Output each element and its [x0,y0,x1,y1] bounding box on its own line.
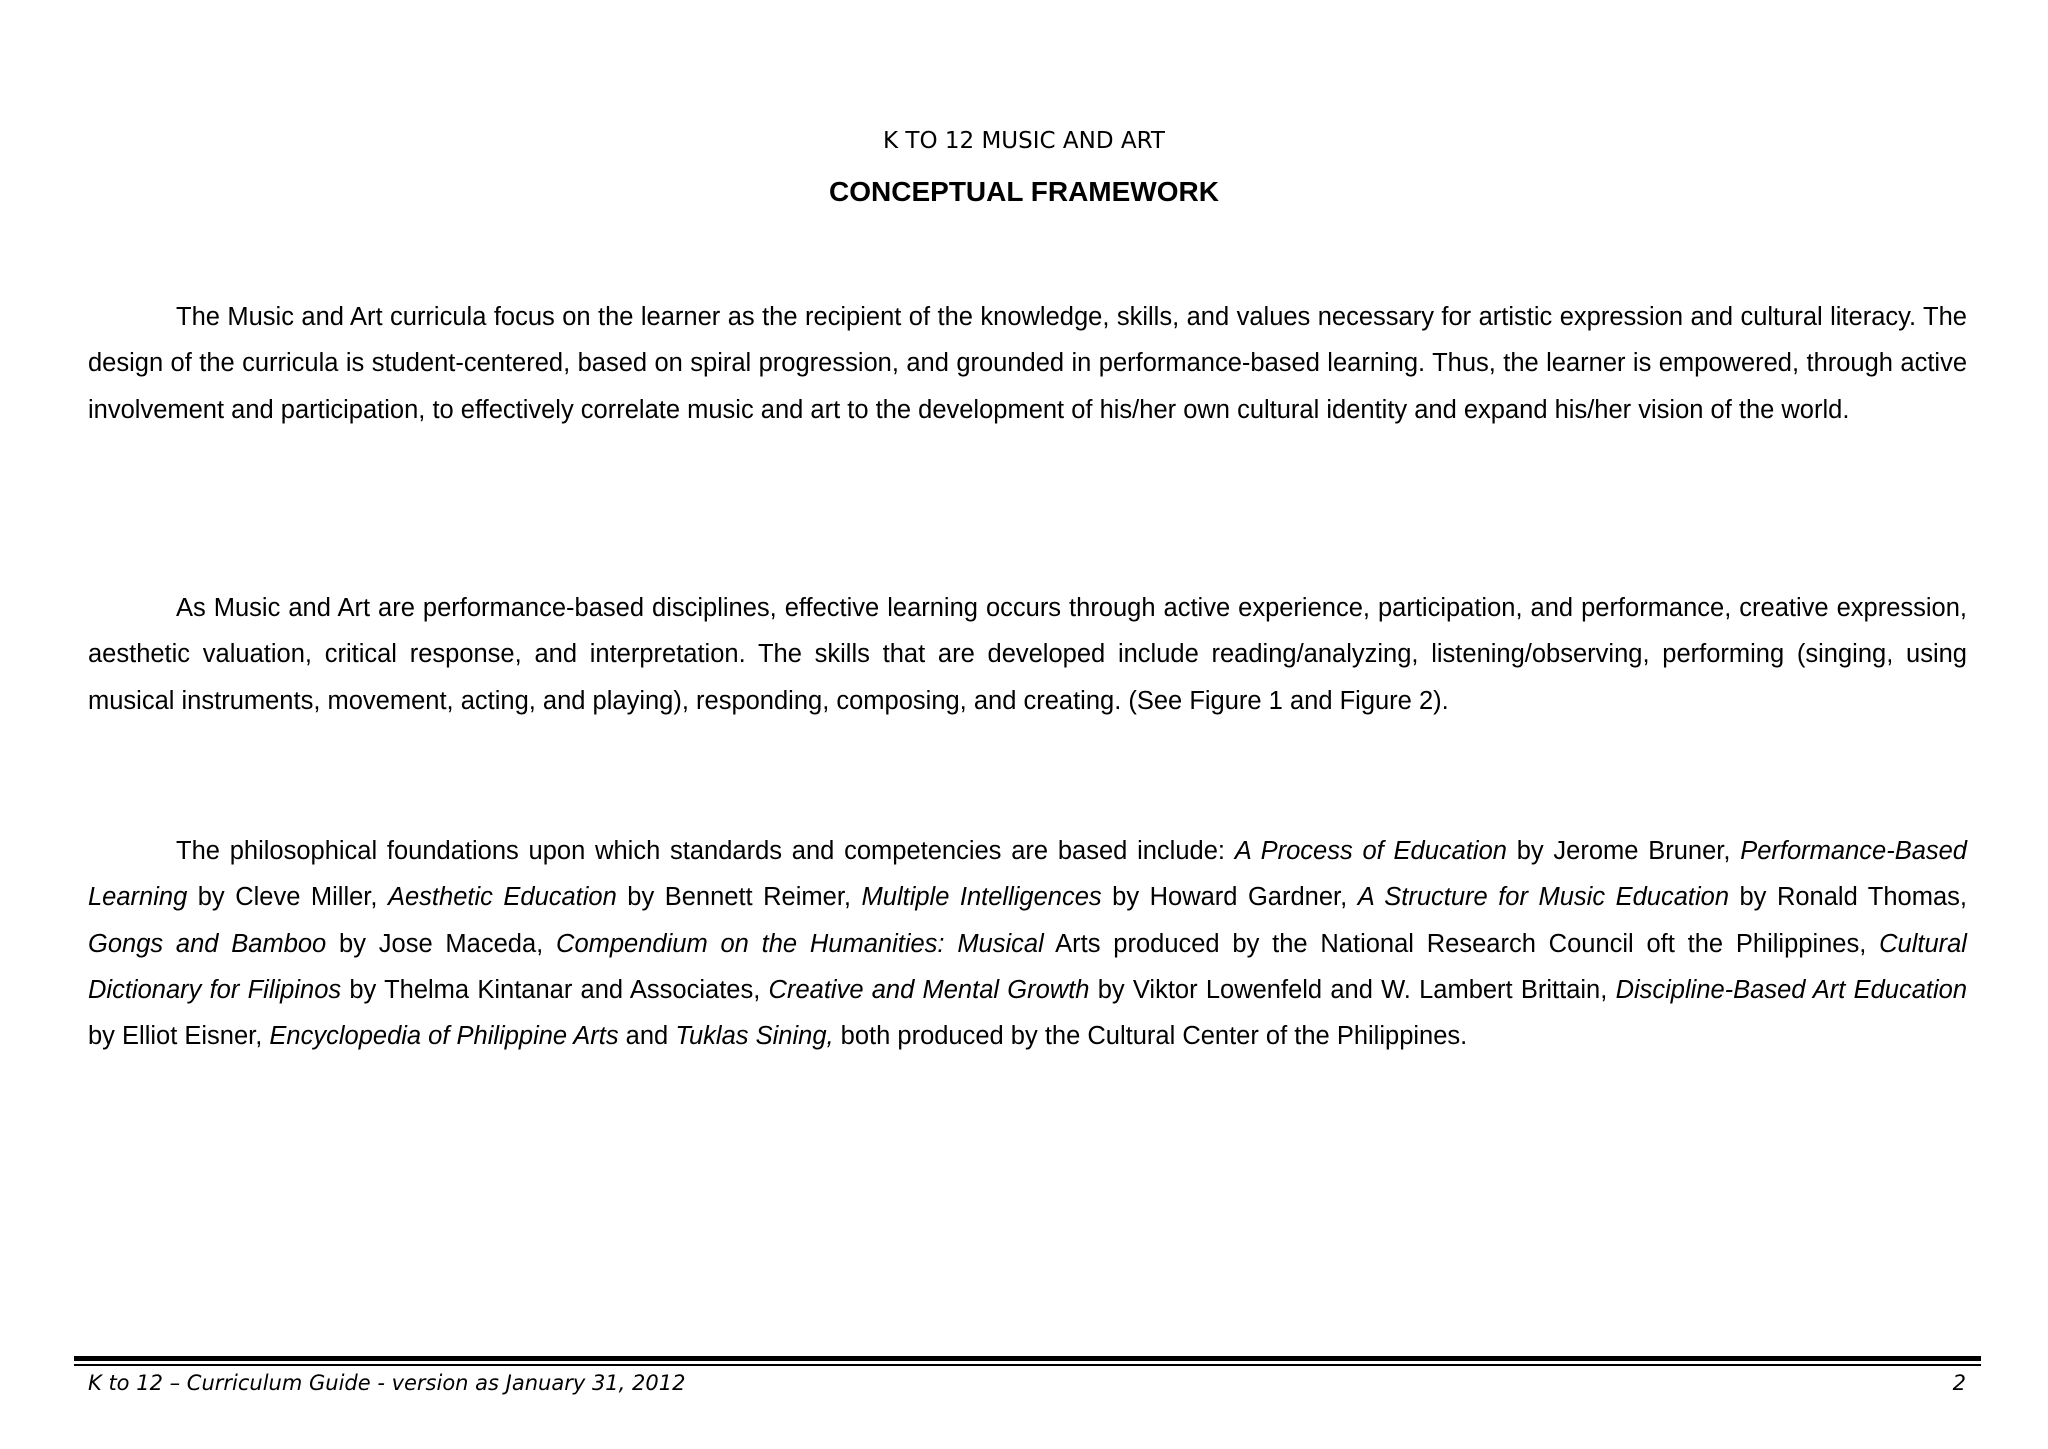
work-title: Creative and Mental Growth [768,975,1090,1004]
work-title: Multiple Intelligences [861,883,1102,912]
work-title: Performance-Based Learning [88,837,1967,912]
text-run: both produced by the Cultural Center of the Philippines. [833,1022,1468,1051]
work-title: Discipline-Based Art Education [1615,975,1968,1004]
footer-version-text: K to 12 – Curriculum Guide - version as January 31, 2012 [88,1371,686,1395]
text-run: by Viktor Lowenfeld and W. Lambert Brittain, [1089,975,1616,1004]
text-run: by Jose Maceda, [326,929,557,958]
text-run: Arts produced by the National Research Council oft the Philippines, [1043,929,1880,958]
work-title: Compendium on the Humanities: Musical [556,929,1044,958]
work-title: Encyclopedia of Philippine Arts [269,1022,619,1051]
text-run: by Ronald Thomas, [1729,883,1967,912]
text-run: by Howard Gardner, [1101,883,1358,912]
text-run: by Elliot Eisner, [88,1022,270,1051]
paragraph-philosophical-foundations [88,828,1967,1059]
text-run: and [618,1022,676,1051]
text-run: by Cleve Miller, [187,883,388,912]
work-title: Aesthetic Education [387,883,617,912]
text-run: by Jerome Bruner, [1506,837,1741,865]
work-title: A Process of Education [1234,837,1507,865]
footer-divider-thick [74,1356,1981,1361]
document-subtitle: K TO 12 MUSIC AND ART [883,128,1165,154]
footer-divider-thin [74,1364,1981,1366]
work-title: Tuklas Sining, [675,1022,834,1051]
work-title: A Structure for Music Education [1357,883,1729,912]
paragraph-learner-focus: The Music and Art curricula focus on the learner as the recipient of the knowledge, skills, and values necessary for artistic expression and cultural literacy. The design of the curricula is student-centered, based on spiral progression, and grounded in performance-based learning. Thus, the learner is empowered, through active involvement and participation, to effectively correlate music and art to the development of his/her own cultural identity and expand his/her vision of the world. [88,303,1967,424]
text-run: The philosophical foundations upon which standards and competencies are based include: [176,837,1235,865]
text-run: by Bennett Reimer, [616,883,862,912]
paragraph-performance-disciplines: As Music and Art are performance-based disciplines, effective learning occurs through active experience, participation, and performance, creative expression, aesthetic valuation, critical response, and interpretation. The skills that are developed include reading/analyzing, listening/observing, performing (singing, using musical instruments, movement, acting, and playing), responding, composing, and creating. (See Figure 1 and Figure 2). [88,594,1967,715]
footer-page-number: 2 [1952,1371,1966,1395]
text-run: by Thelma Kintanar and Associates, [341,975,769,1004]
work-title: Cultural Dictionary for Filipinos [88,929,1967,1004]
work-title: Gongs and Bamboo [88,929,327,958]
document-title: CONCEPTUAL FRAMEWORK [829,176,1219,207]
